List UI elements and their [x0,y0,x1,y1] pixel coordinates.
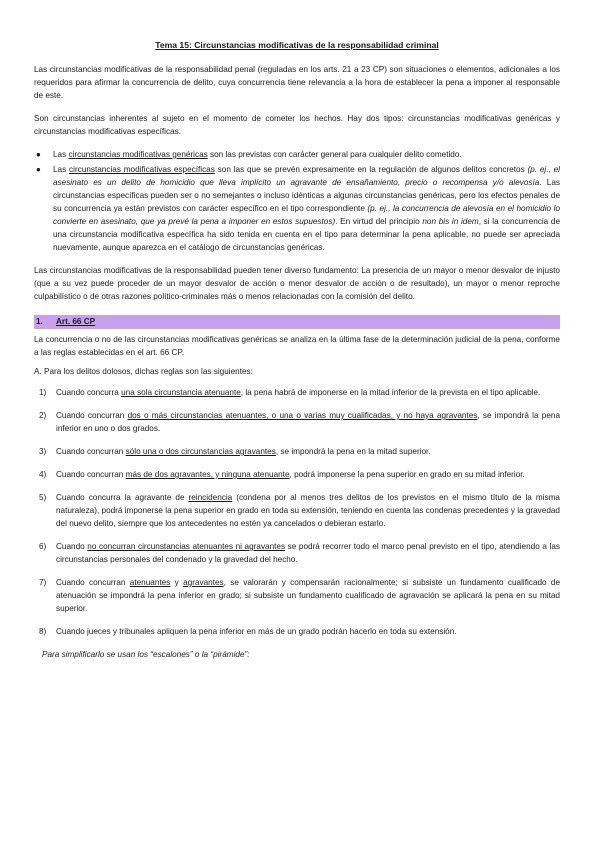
rule-number: 2) [39,411,47,420]
rule-number: 1) [39,388,47,397]
text-span: , se valorarán y compensarán racionalmente; si subsiste un fundamento cualificado de atenuación se impondrá la pena inferior en grado; si subsiste un fundamento cualificado de agravación se aplicará la pena en su mitad superior. [56,578,561,613]
intro-paragraph: Las circunstancias modificativas de la responsabilidad penal (reguladas en los arts. 21 a 23 CP) son situaciones o elementos, adicionales a los requeridos para afirmar la concurrencia de delito, cuya concurrencia tiene relevancia a la hora de establecer la pena a imponer al responsable de este. [34,65,560,100]
bullet-icon: ● [36,165,41,174]
underlined-term: circunstancias modificativas específicas [69,165,215,174]
rule-number: 6) [39,542,47,551]
rules-list [34,386,560,638]
text-span: Las [53,150,69,159]
text-span: Cuando concurra [56,388,122,397]
types-list [34,148,560,254]
text-span: Cuando concurran [56,470,126,479]
underlined-term: sólo una o dos circunstancias agravantes [125,447,276,456]
foundation-paragraph: Las circunstancias modificativas de la responsabilidad pueden tener diverso fundamento: La presencia de un mayor o menor desvalor de injusto (que a su vez puede proceder de un mayor desvalor de acción o menor desvalor de acción o de resultado), un mayor o menor reproche culpabilístico o de otras razones político-criminales más o menos relacionadas con la comisión del delito. [34,266,560,301]
section-number: 1. [36,317,43,326]
section-heading [34,315,560,329]
underlined-term: una sola circunstancia atenuante [121,388,241,397]
rule-item [34,445,560,458]
text-span: , podrá imponerse la pena superior en grado en su mitad inferior. [289,470,525,479]
rule-item [34,540,560,566]
italic-example: (p. ej., la concurrencia de alevosía en el homicidio lo convierte en asesinato, que ya prevé la pena a imponer en estos supuestos) [53,204,560,226]
rule-item [34,625,560,638]
rule-item [34,386,560,399]
text-span: Cuando concurra la agravante de [56,493,189,502]
rule-number: 3) [39,447,47,456]
text-span: Cuando [56,542,88,551]
underlined-term: circunstancias modificativas genéricas [68,150,208,159]
underlined-term: más de dos agravantes, y ninguna atenuante [125,470,290,479]
text-span: , se impondrá la pena en la mitad superior. [275,447,431,456]
underlined-term: atenuantes [129,578,171,587]
section-title: Art. 66 CP [56,317,96,326]
text-span: se podrá recorrer todo el marco penal previsto en el tipo, atendiendo a las circunstancias personales del condenado y la gravedad del hecho. [56,542,560,564]
text-span: (condena por al menos tres delitos de los previstos en el mismo título de la misma naturaleza), podrá imponerse la pena superior en grado en toda su extensión, teniendo en cuenta las condenas precedentes y la gravedad del nuevo delito, siempre que los antecedentes no estén ya cancelados o debieran estarlo. [56,493,560,528]
text-span: , la pena habrá de imponerse en la mitad inferior de la prevista en el tipo aplicable. [240,388,541,397]
rule-item [34,491,560,530]
italic-latin: non bis in idem [422,217,479,226]
rule-item [34,468,560,481]
section-intro: La concurrencia o no de las circunstancias modificativas genéricas se analiza en la última fase de la determinación judicial de la pena, conforme a las reglas establecidas en el art. 66 CP. [34,335,560,357]
rule-number: 7) [39,578,47,587]
closing-note: Para simplificarlo se usan los “escalones” o la “pirámide”: [42,650,250,659]
text-span: Las [53,165,70,174]
text-span: , se impondrá la pena inferior en uno o dos grados. [56,411,561,433]
text-span: Cuando jueces y tribunales apliquen la pena inferior en más de un grado podrán hacerlo en toda su extensión. [56,627,457,636]
text-span: Cuando concurran [56,411,128,420]
rule-item [34,409,560,435]
underlined-term: reincidencia [188,493,233,502]
document-page [34,40,560,661]
list-item-genericas [34,148,560,161]
subheading: A. Para los delitos dolosos, dichas reglas son las siguientes: [34,367,253,376]
text-span: Cuando concurran [56,447,126,456]
text-span: , si la concurrencia de una circunstancia modificativa específica ha sido tenida en cuenta en el tipo para determinar la pena aplicable, no puede ser apreciada nuevamente, aunque aparezca en el catálogo de circunstancias genéricas. [53,217,561,252]
rule-number: 8) [39,627,47,636]
underlined-term: no concurran circunstancias atenuantes ni agravantes [87,542,286,551]
text-span: . Las circunstancias específicas pueden ser o no semejantes o incluso idénticas a algunas circunstancias genéricas, pero los efectos penales de su concurrencia ya están previstos con carácter específico en el tipo correspondiente [53,178,560,213]
text-span: son las previstas con carácter general para cualquier delito cometido. [207,150,462,159]
page-title: Tema 15: Circunstancias modificativas de la responsabilidad criminal [155,40,439,50]
underlined-term: agravantes [183,578,224,587]
bullet-icon: ● [36,150,41,159]
list-item-especificas [34,163,560,254]
types-paragraph: Son circunstancias inherentes al sujeto en el momento de cometer los hechos. Hay dos tipos: circunstancias modificativas genéricas y circunstancias modificativas específicas. [34,114,560,136]
italic-example: (p. ej., el asesinato es un delito de homicidio que lleva implícito un agravante de ensañamiento, precio o recompensa y/o alevosía [53,165,560,187]
text-span: son las que se prevén expresamente en la regulación de algunos delitos concretos [214,165,528,174]
rule-item [34,576,560,615]
text-span: Cuando concurran [56,578,130,587]
text-span: y [170,578,184,587]
rule-number: 4) [39,470,47,479]
underlined-term: dos o más circunstancias atenuantes, o una o varias muy cualificadas, y no haya agravantes [127,411,478,420]
text-span: . En virtud del principio [335,217,423,226]
rule-number: 5) [39,493,47,502]
